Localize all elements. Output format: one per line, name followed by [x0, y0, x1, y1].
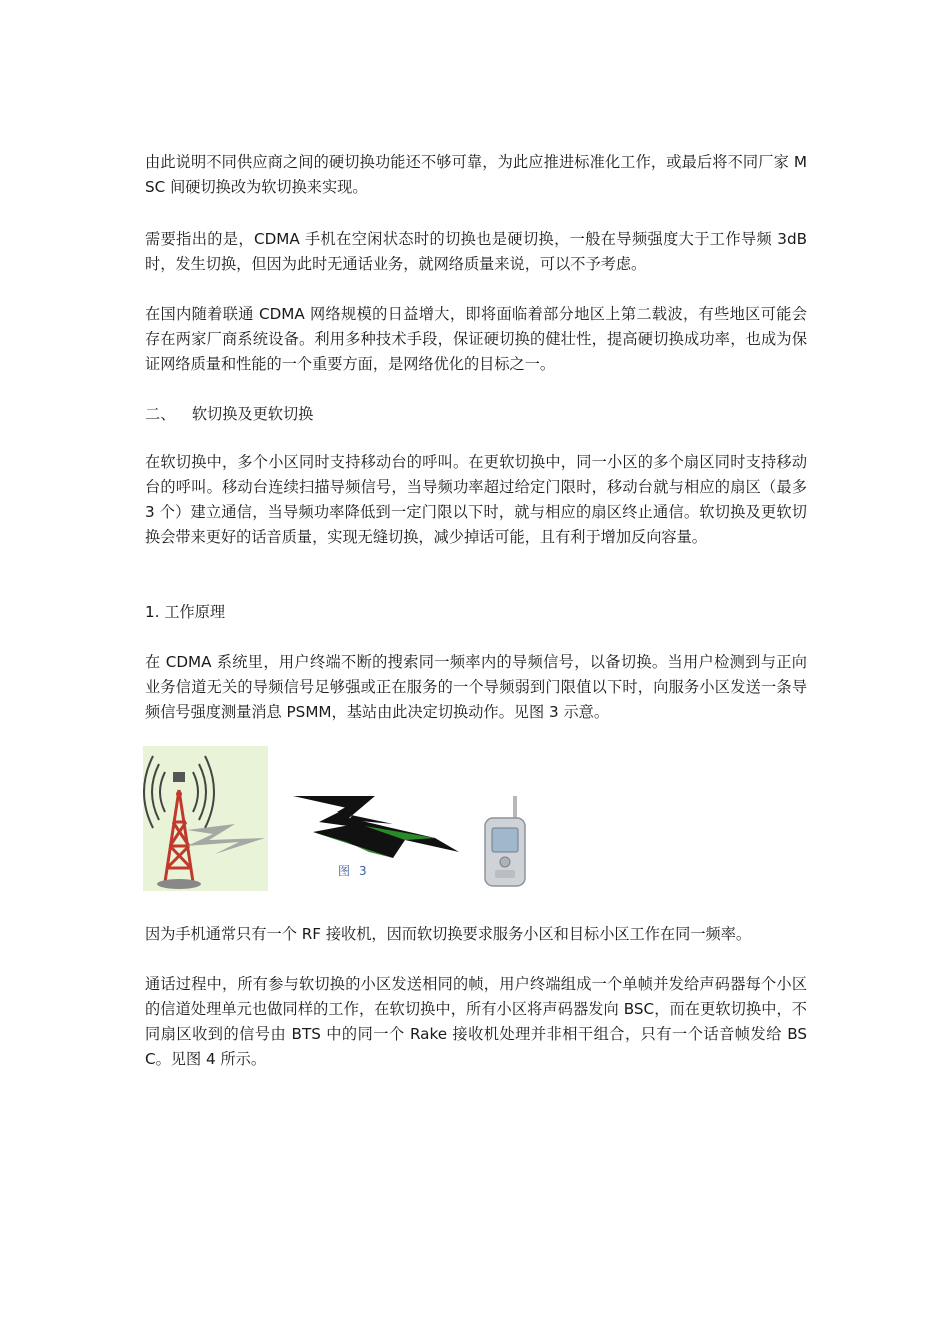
paragraph-pilot-search: 在 CDMA 系统里，用户终端不断的搜索同一频率内的导频信号，以备切换。当用户检测到与正向业务信道无关的导频信号足够强或正在服务的一个导频弱到门限值以下时，向服务小区发送一条导频信号强度测量消息 PSMM，基站由此决定切换动作。见图 3 示意。 [145, 653, 807, 721]
paragraph-frame-combining: 通话过程中，所有参与软切换的小区发送相同的帧，用户终端组成一个单帧并发给声码器每个小区的信道处理单元也做同样的工作，在软切换中，所有小区将声码器发向 BSC，而在更软切换中，不同扇区收到的信号由 BTS 中的同一个 Rake 接收机处理并非相干组合，只有一个话音帧发给 BSC。见图 4 所示。 [145, 975, 807, 1068]
figure-caption-number: 3 [359, 864, 368, 878]
paragraph-hard-handoff-reliability: 由此说明不同供应商之间的硬切换功能还不够可靠，为此应推进标准化工作，或最后将不同厂家 MSC 间硬切换改为软切换来实现。 [145, 153, 807, 196]
section-number: 二、 [145, 405, 176, 423]
tower-panel-background [143, 746, 268, 891]
mobile-phone-icon [485, 796, 525, 886]
paragraph-second-carrier: 在国内随着联通 CDMA 网络规模的日益增大，即将面临着部分地区上第二载波，有些地区可能会存在两家厂商系统设备。利用多种技术手段，保证硬切换的健壮性，提高硬切换成功率，也成为保证网络质量和性能的一个重要方面，是网络优化的目标之一。 [145, 305, 807, 373]
paragraph-soft-handoff-definition: 在软切换中，多个小区同时支持移动台的呼叫。在更软切换中，同一小区的多个扇区同时支持移动台的呼叫。移动台连续扫描导频信号，当导频功率超过给定门限时，移动台就与相应的扇区（最多 3 个）建立通信，当导频功率降低到一定门限以下时，就与相应的扇区终止通信。软切换及更软切换会带来更好的话音质量，实现无缝切换，减少掉话可能，且有利于增加反向容量。 [145, 453, 807, 546]
section-title: 软切换及更软切换 [191, 405, 314, 423]
figure-3-caption [338, 862, 368, 879]
paragraph-idle-handoff: 需要指出的是，CDMA 手机在空闲状态时的切换也是硬切换，一般在导频强度大于工作导频 3dB 时，发生切换，但因为此时无通话业务，就网络质量来说，可以不予考虑。 [145, 230, 807, 273]
subheading-working-principle: 1. 工作原理 [145, 603, 226, 621]
paragraph-rf-receiver: 因为手机通常只有一个 RF 接收机，因而软切换要求服务小区和目标小区工作在同一频率。 [145, 925, 752, 943]
figure-caption-label: 图 [338, 864, 352, 878]
section-heading-soft-handoff [145, 402, 313, 427]
lightning-bolt-icon [293, 796, 459, 858]
